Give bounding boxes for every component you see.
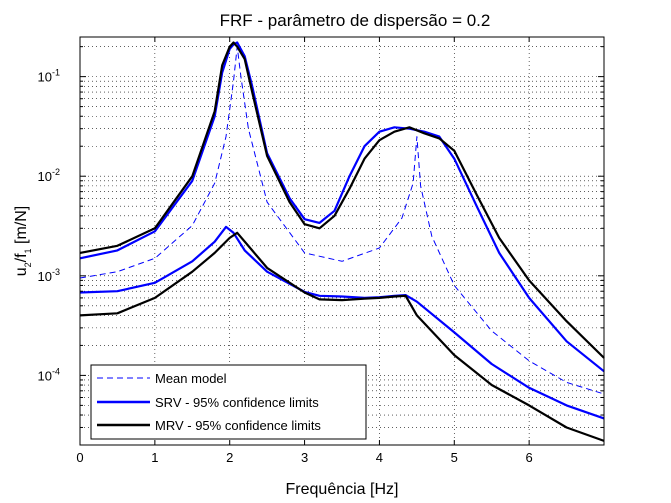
x-tick-label: 3 (300, 450, 309, 465)
x-tick-label: 5 (450, 450, 458, 465)
y-tick-label: $10^{-2}$ (37, 167, 60, 185)
y-tick-label: $10^{-4}$ (37, 366, 60, 384)
y-axis-label: $u_2/f_1$ [m/N] (13, 205, 33, 277)
x-tick-label: 6 (525, 450, 533, 465)
x-tick-label: 0 (76, 450, 84, 465)
mean-model-line (80, 47, 604, 394)
srv-upper-line (80, 43, 604, 372)
x-tick-label: 2 (226, 450, 234, 465)
legend (91, 365, 366, 439)
chart-title: FRF - parâmetro de dispersão = 0.2 (219, 11, 491, 30)
x-tick-label: 4 (375, 450, 384, 465)
x-axis-label: Frequência [Hz] (285, 481, 399, 498)
mrv-upper-line (80, 43, 604, 358)
y-tick-label: $10^{-1}$ (37, 67, 60, 85)
legend-label-mrv: MRV - 95% confidence limits (155, 418, 321, 433)
legend-label-srv: SRV - 95% confidence limits (155, 395, 319, 410)
y-tick-label: $10^{-3}$ (37, 266, 60, 284)
legend-label-mean-model: Mean model (155, 371, 227, 386)
x-tick-label: 1 (151, 450, 159, 465)
